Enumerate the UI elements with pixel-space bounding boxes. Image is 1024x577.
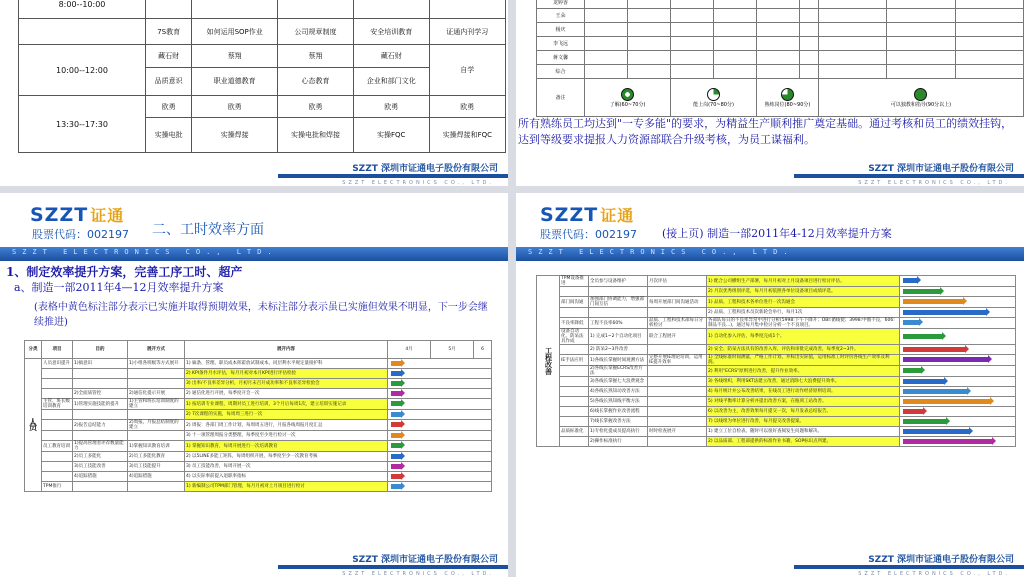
goal-cell: 4)追踪措施 — [73, 472, 128, 482]
remark-label: 备注 — [537, 79, 585, 117]
header-content: 展开内容 — [185, 341, 388, 359]
method-cell: 1)主管和班长培训制度的建立 — [128, 399, 185, 410]
content-cell: 3) 员工技能改善，每周开展一次 — [185, 462, 388, 472]
schedule-cell: 实操电批 — [146, 118, 192, 153]
method-cell: 联合工程展开 — [648, 329, 707, 345]
legend-item: 熟练岗位(80~90分) — [757, 79, 819, 117]
plan-row — [537, 427, 1016, 437]
timeline-cell — [900, 308, 1016, 318]
goal-cell — [73, 482, 128, 492]
header-band: SZZT ELECTRONICS CO., LTD. — [0, 247, 508, 261]
timeline-cell — [900, 329, 1016, 345]
timeline-arrow — [903, 368, 921, 373]
header-item: 项目 — [42, 341, 73, 359]
timeline-arrow — [391, 422, 401, 427]
time-slot: 13:30--17:30 — [19, 96, 146, 153]
method-cell: 1)小组各班级等方式展开 — [128, 359, 185, 369]
method-cell — [128, 369, 185, 379]
content-cell: 1) 自动化参入评估，每季度完成1个。 — [707, 329, 900, 345]
schedule-cell: 蔡翔 — [192, 45, 278, 67]
footer-company: SZZT 深圳市证通电子股份有限公司 — [352, 164, 498, 174]
area-cell — [560, 287, 589, 297]
content-cell: 1) 掌握知识教育，每周开展进行一次培训教育 — [185, 441, 388, 452]
content-cell: 2) 7次课程的实施，每周周三进行一次 — [185, 410, 388, 420]
timeline-arrow — [391, 361, 401, 366]
training-schedule-table — [18, 0, 506, 153]
content-cell: 各部队每日的不良率异常中进行分析(5998:下午下降升；OBI:循线使；3998:中循不良，606:制品不良...)，通过每月集中检讨分析一个不良项目。 — [707, 318, 900, 329]
footer-logo — [794, 547, 1024, 577]
plan-row — [25, 420, 492, 431]
content-cell: 6) 以改善为主，改善效果每月提交一次，每月发表总结报告。 — [707, 407, 900, 417]
plan-row — [537, 287, 1016, 297]
header-month-apr: 4月 — [388, 341, 431, 359]
goal-cell: 2)操作标准执行 — [589, 437, 648, 447]
method-cell — [648, 377, 707, 387]
name-cell: 蒋文馨 — [537, 51, 585, 65]
goal-cell — [73, 431, 128, 441]
schedule-cell: 品质意识 — [146, 67, 192, 95]
note-text: (表格中黄色标注部分表示已实施并取得预期效果，未标注部分表示虽已实施但效果不明显，下一步会继续推进) — [34, 302, 488, 328]
legend-circle-icon — [621, 88, 634, 101]
plan-row — [25, 410, 492, 420]
schedule-cell: 欧勇 — [278, 96, 354, 118]
timeline-arrow — [903, 278, 917, 283]
plan-row — [537, 318, 1016, 329]
plan-row — [25, 379, 492, 389]
timeline-cell — [388, 389, 492, 399]
method-cell: 4)追踪措施 — [128, 472, 185, 482]
method-cell: 2)周报，月报总结制度的建立 — [128, 420, 185, 431]
plan-row — [537, 345, 1016, 355]
goal-cell: 加强部门协调能力，增强部门间互信 — [589, 297, 648, 308]
schedule-cell: 如何运用SOP作业 — [192, 18, 278, 44]
timeline-arrow — [903, 419, 946, 424]
timeline-arrow — [391, 454, 401, 459]
timeline-cell — [388, 379, 492, 389]
schedule-cell: 实操焊接 — [192, 118, 278, 153]
schedule-cell: 欧勇 — [353, 96, 429, 118]
method-cell: 2)通信化提示开展 — [128, 389, 185, 399]
method-cell — [128, 482, 185, 492]
area-cell: 品质标准化 — [560, 427, 589, 437]
timeline-cell — [388, 410, 492, 420]
item-cell: TPM推行 — [42, 482, 73, 492]
content-cell: 3) 出率/不良率差异分析，月初月末召开成功率和不良率差异检验会 — [185, 379, 388, 389]
timeline-arrow — [391, 412, 401, 417]
timeline-cell — [388, 420, 492, 431]
area-cell: TPM设备推进 — [560, 276, 589, 287]
content-cell: 1) 建立工位自检表。随时可以很好查阅发生问题和解决。 — [707, 427, 900, 437]
content-cell: 4) 以实际事前提入退职率指标 — [185, 472, 388, 482]
goal-cell — [589, 287, 648, 297]
timeline-cell — [900, 345, 1016, 355]
timeline-arrow — [903, 439, 992, 444]
schedule-cell — [278, 0, 354, 18]
content-cell: 5) 对线平衡率计算分析并提出改善方案，在瓶颈工站改善。 — [707, 397, 900, 407]
timeline-arrow — [903, 334, 942, 339]
method-cell — [648, 407, 707, 417]
area-cell — [560, 366, 589, 377]
plan-row — [25, 482, 492, 492]
slide-divider-horizontal — [0, 186, 1024, 193]
slide-efficiency-plan-cont — [516, 193, 1024, 577]
content-cell: 2) 以品质部、工程部提供的标准作业书籍，SOP标识点所建。 — [707, 437, 900, 447]
method-cell — [648, 366, 707, 377]
header-band: SZZT ELECTRONICS CO., LTD. — [516, 247, 1024, 261]
schedule-cell: 欧勇 — [192, 96, 278, 118]
goal-cell: 3)各线长掌握七大浪费观念 — [589, 377, 648, 387]
timeline-cell — [900, 427, 1016, 437]
timeline-cell — [900, 397, 1016, 407]
schedule-cell: 心态教育 — [278, 67, 354, 95]
item-cell — [42, 472, 73, 482]
goal-cell: 2)各线长掌握ECRS改善方法 — [589, 366, 648, 377]
plan-row — [537, 355, 1016, 366]
plan-row — [25, 359, 492, 369]
area-cell: 不良率降低 — [560, 318, 589, 329]
plan-row — [537, 437, 1016, 447]
area-cell — [560, 345, 589, 355]
timeline-arrow — [903, 320, 919, 325]
plan-row — [25, 462, 492, 472]
method-cell: 时时检查展开 — [648, 427, 707, 437]
goal-cell: 2)报告总结能力 — [73, 420, 128, 431]
content-cell: 1) 廊条、管理、职员成本挥霍放试制成本、同层利水平规定量接护科 — [185, 359, 388, 369]
content-cell: 1) 按培训专业课程，周期对员工进行培训，3个月后每周1次，建立培训实施记录 — [185, 399, 388, 410]
slide-training-schedule — [0, 0, 508, 186]
area-cell — [560, 407, 589, 417]
content-cell: 3) 十一项管理周报分类整理，每季度至少进行检讨一次 — [185, 431, 388, 441]
name-cell: 龙婷香 — [537, 0, 585, 9]
header-month-may: 5月 — [431, 341, 474, 359]
timeline-cell — [388, 482, 492, 492]
schedule-cell: 实操FQC — [353, 118, 429, 153]
method-cell — [648, 417, 707, 427]
side-label-cell: 工程改善 — [537, 276, 560, 447]
slide-skill-matrix — [516, 0, 1024, 186]
legend-circle-icon — [914, 88, 927, 101]
schedule-cell: 蔡翔 — [278, 45, 354, 67]
goal-cell: 5)各线长熟知线平衡方法 — [589, 397, 648, 407]
timeline-arrow — [903, 379, 944, 384]
timeline-arrow — [391, 381, 401, 386]
schedule-cell: 安全培训教育 — [353, 18, 429, 44]
plan-row — [537, 366, 1016, 377]
timeline-arrow — [903, 399, 990, 404]
content-cell: 4) 每月统计并公布改善结果，在线员工进行动作经济原则培训。 — [707, 387, 900, 397]
schedule-cell: 企业和部门文化 — [353, 67, 429, 95]
efficiency-plan-table — [24, 340, 492, 492]
timeline-cell — [900, 437, 1016, 447]
timeline-cell — [388, 359, 492, 369]
timeline-cell — [900, 407, 1016, 417]
time-slot-cont — [19, 18, 146, 44]
method-cell: 品质、工程和技术部每日分析检讨 — [648, 318, 707, 329]
timeline-cell — [900, 377, 1016, 387]
company-logo: SZZT 证通 — [540, 204, 635, 226]
timeline-arrow — [903, 429, 969, 434]
goal-cell: 1)管理实施技能的提升 — [73, 399, 128, 410]
timeline-cell — [900, 417, 1016, 427]
legend-item: 可以独教和指导(90分以上) — [818, 79, 1023, 117]
goal-cell: 1)提高管理者评荐数量能力 — [73, 441, 128, 452]
plan-row — [25, 369, 492, 379]
footer-company-en: SZZT ELECTRONICS CO., LTD. — [342, 571, 494, 577]
content-cell: 2) 通信化进行开展，每季度开会一次 — [185, 389, 388, 399]
content-cell: 2) 品质、工程和技术员次新轮会举行，每月1次 — [707, 308, 900, 318]
method-cell: 2)员工多能化教育 — [128, 452, 185, 462]
plan-row — [537, 276, 1016, 287]
timeline-arrow — [391, 433, 401, 438]
timeline-cell — [900, 276, 1016, 287]
content-cell: 2) 以5LINE多能工矩阵，每周组织开展，每季度至少一次教育考核 — [185, 452, 388, 462]
schedule-cell — [353, 0, 429, 18]
category-cell: 人员 — [25, 359, 42, 492]
area-cell — [560, 387, 589, 397]
plan-row — [25, 472, 492, 482]
item-cell — [42, 379, 73, 389]
method-cell: 3)员工技能提升 — [128, 462, 185, 472]
name-cell: 王朵 — [537, 9, 585, 23]
content-cell: 3) 各线组织，利用SKT法建立改善，通过消除七大浪费提升效率。 — [707, 377, 900, 387]
legend-item: 了解(60~70分) — [585, 79, 671, 117]
method-cell — [648, 287, 707, 297]
goal-cell: 工程不良率60% — [589, 318, 648, 329]
content-cell: 2) 利用"ECRS"原则进行改善，提升作业效率。 — [707, 366, 900, 377]
timeline-cell — [900, 318, 1016, 329]
schedule-cell — [192, 0, 278, 18]
goal-cell: 2)员工多能化 — [73, 452, 128, 462]
schedule-cell: 实操电批和焊接 — [278, 118, 354, 153]
header-month-jun: 6 — [474, 341, 492, 359]
header-method: 展开方式 — [128, 341, 185, 359]
timeline-arrow — [391, 474, 401, 479]
plan-row — [25, 452, 492, 462]
plan-row — [25, 389, 492, 399]
method-cell — [648, 345, 707, 355]
timeline-cell — [900, 366, 1016, 377]
timeline-arrow — [391, 401, 401, 406]
time-slot: 10:00--12:00 — [19, 45, 146, 96]
method-cell — [128, 410, 185, 420]
timeline-cell — [900, 297, 1016, 308]
footer-logo — [278, 156, 508, 186]
timeline-cell — [388, 431, 492, 441]
item-cell — [42, 369, 73, 379]
method-cell: 每周开展部门间沟通活动 — [648, 297, 707, 308]
legend-circle-icon — [707, 88, 720, 101]
timeline-arrow — [391, 443, 401, 448]
content-cell: 7) 以线组为单位进行改善，每月提交改善提案。 — [707, 417, 900, 427]
plan-row — [25, 441, 492, 452]
name-cell: 李飞远 — [537, 37, 585, 51]
method-cell — [648, 308, 707, 318]
goal-cell: 1) 完成1~2个自动化项目 — [589, 329, 648, 345]
method-cell — [648, 437, 707, 447]
schedule-cell: 欧勇 — [146, 96, 192, 118]
content-cell: 2) 安全、防呆方法具有的改善入库，评估和审批完成改善，每季度2~3件。 — [707, 345, 900, 355]
footer-company-en: SZZT ELECTRONICS CO., LTD. — [342, 180, 494, 186]
schedule-cell: 7S教育 — [146, 18, 192, 44]
timeline-arrow — [391, 484, 401, 489]
area-cell — [560, 308, 589, 318]
stock-code: 股票代码：002197 — [32, 228, 129, 241]
timeline-arrow — [903, 310, 986, 315]
efficiency-plan-table-cont — [536, 275, 1016, 447]
footer-logo — [278, 547, 508, 577]
slide-divider-vertical — [508, 0, 516, 577]
footer-company: SZZT 深圳市证通电子股份有限公司 — [868, 164, 1014, 174]
area-cell — [560, 437, 589, 447]
method-cell — [648, 387, 707, 397]
timeline-arrow — [903, 357, 988, 362]
timeline-cell — [900, 287, 1016, 297]
content-cell: 2) 周报：各部门周工作计划，每周周五进行，月报各线周报月度汇总 — [185, 420, 388, 431]
content-cell: 1) 新编制公司TPM部门管理，每月月初对上月项目进行检讨 — [185, 482, 388, 492]
goal-cell — [589, 308, 648, 318]
area-cell: IE手法应用 — [560, 355, 589, 366]
content-cell: 2) KPI条件月水评估，每月月初对本月KPI进行评估检验 — [185, 369, 388, 379]
schedule-cell: 证通内刊学习 — [429, 18, 505, 44]
method-cell: 1)掌握知识教育培训 — [128, 441, 185, 452]
legend-item: 能上岗(70~80分) — [671, 79, 757, 117]
footer-company: SZZT 深圳市证通电子股份有限公司 — [352, 555, 498, 565]
goal-cell: 2)全面质管控 — [73, 389, 128, 399]
goal-cell — [73, 369, 128, 379]
timeline-cell — [388, 462, 492, 472]
schedule-cell: 实操焊接和FQC — [429, 118, 505, 153]
content-cell: 1) 配合公司横组生产部署，每月月初对上月设备项目进行检讨评估。 — [707, 276, 900, 287]
goal-cell: 6)线长掌握作业改善流程 — [589, 407, 648, 417]
schedule-cell: 公司规章制度 — [278, 18, 354, 44]
timeline-arrow — [391, 391, 401, 396]
goal-cell: 1)专检化提成员提高执行 — [589, 427, 648, 437]
time-slot: 8:00--10:00 — [19, 0, 146, 18]
plan-row — [537, 387, 1016, 397]
item-cell — [42, 420, 73, 431]
method-cell — [128, 431, 185, 441]
item-cell: 主管、班长级培训教育 — [42, 399, 73, 410]
item-cell — [42, 452, 73, 462]
footer-company-en: SZZT ELECTRONICS CO., LTD. — [858, 180, 1010, 186]
method-cell: 月次评估 — [648, 276, 707, 287]
timeline-cell — [388, 441, 492, 452]
goal-cell — [73, 379, 128, 389]
footer-company: SZZT 深圳市证通电子股份有限公司 — [868, 555, 1014, 565]
timeline-arrow — [391, 371, 401, 376]
content-cell: 2) 月次优秀组别评选，每月月初依照各单位设备项目成绩评选。 — [707, 287, 900, 297]
footer-company-en: SZZT ELECTRONICS CO., LTD. — [858, 571, 1010, 577]
timeline-cell — [388, 452, 492, 462]
item-cell — [42, 410, 73, 420]
area-cell — [560, 417, 589, 427]
plan-row — [537, 397, 1016, 407]
goal-cell: 2) 防呆2~3件改善 — [589, 345, 648, 355]
timeline-cell — [388, 369, 492, 379]
goal-cell: 3)员工技能改善 — [73, 462, 128, 472]
skill-matrix-table — [536, 0, 1024, 117]
footer-logo — [794, 156, 1024, 186]
timeline-arrow — [391, 464, 401, 469]
schedule-cell: 欧勇 — [429, 96, 505, 118]
item-cell — [42, 389, 73, 399]
legend-circle-icon — [781, 88, 794, 101]
content-cell: 1) 品质、工程和技术各单位进行一次沟通会 — [707, 297, 900, 308]
area-cell — [560, 377, 589, 387]
content-cell: 1) 全线标准时间测量，严格工作计划，并标出实际值，运用标准工时评价各线生产效率及利润。 — [707, 355, 900, 366]
plan-row — [537, 407, 1016, 417]
goal-cell: 4)各线长熟知动改善方法 — [589, 387, 648, 397]
summary-paragraph: 所有熟练员工均达到"一专多能"的要求，为精益生产顺利推广奠定基础。通过考核和员工的绩效挂钩，达到等级要求提报人力资源部联合升级考核，为员工谋福利。 — [518, 117, 1013, 146]
timeline-cell — [900, 387, 1016, 397]
goal-cell: 全员参与设备维护 — [589, 276, 648, 287]
goal-cell: 1)搞意识 — [73, 359, 128, 369]
item-cell — [42, 462, 73, 472]
goal-cell — [73, 410, 128, 420]
plan-row — [537, 417, 1016, 427]
timeline-cell — [900, 355, 1016, 366]
slide-title: (接上页) 制造一部2011年4-12月效率提升方案 — [662, 227, 892, 240]
goal-cell: 1)各线长掌握时间观测方法 — [589, 355, 648, 366]
plan-row — [537, 329, 1016, 345]
area-cell: 部门间沟通 — [560, 297, 589, 308]
stock-code: 股票代码：002197 — [540, 228, 637, 241]
timeline-cell — [388, 399, 492, 410]
header-category: 分类 — [25, 341, 42, 359]
heading-1: 1、制定效率提升方案，完善工序工时、超产 — [6, 265, 243, 279]
item-cell: 员工教育培训 — [42, 441, 73, 452]
slide-efficiency-plan — [0, 193, 508, 577]
plan-row — [25, 431, 492, 441]
plan-row — [537, 308, 1016, 318]
area-cell — [560, 397, 589, 407]
schedule-cell: 职业道德教育 — [192, 67, 278, 95]
timeline-arrow — [903, 299, 963, 304]
timeline-arrow — [903, 389, 967, 394]
area-cell: 设备自动化、防呆法具作成 — [560, 329, 589, 345]
timeline-arrow — [903, 409, 923, 414]
plan-row — [537, 297, 1016, 308]
timeline-arrow — [903, 289, 940, 294]
header-goal: 目的 — [73, 341, 128, 359]
timeline-cell — [388, 472, 492, 482]
plan-row — [537, 377, 1016, 387]
schedule-cell: 藏石财 — [146, 45, 192, 67]
schedule-cell — [146, 0, 192, 18]
schedule-cell: 自学 — [429, 45, 505, 96]
item-cell: 人员意识提升 — [42, 359, 73, 369]
item-cell — [42, 431, 73, 441]
heading-2: a、制造一部2011年4—12月效率提升方案 — [14, 281, 224, 294]
method-cell — [648, 397, 707, 407]
goal-cell: 7)线长掌握改善方法 — [589, 417, 648, 427]
method-cell — [128, 379, 185, 389]
method-cell: 完整开展IE理论培训，运用IE提升效率 — [648, 355, 707, 366]
slide-title: 二、工时效率方面 — [152, 222, 264, 238]
name-cell: 杨庆 — [537, 23, 585, 37]
schedule-cell — [429, 0, 505, 18]
timeline-arrow — [903, 347, 965, 352]
name-cell: 综合 — [537, 65, 585, 79]
schedule-cell: 藏石财 — [353, 45, 429, 67]
plan-row — [25, 399, 492, 410]
company-logo: SZZT 证通 — [30, 204, 125, 226]
